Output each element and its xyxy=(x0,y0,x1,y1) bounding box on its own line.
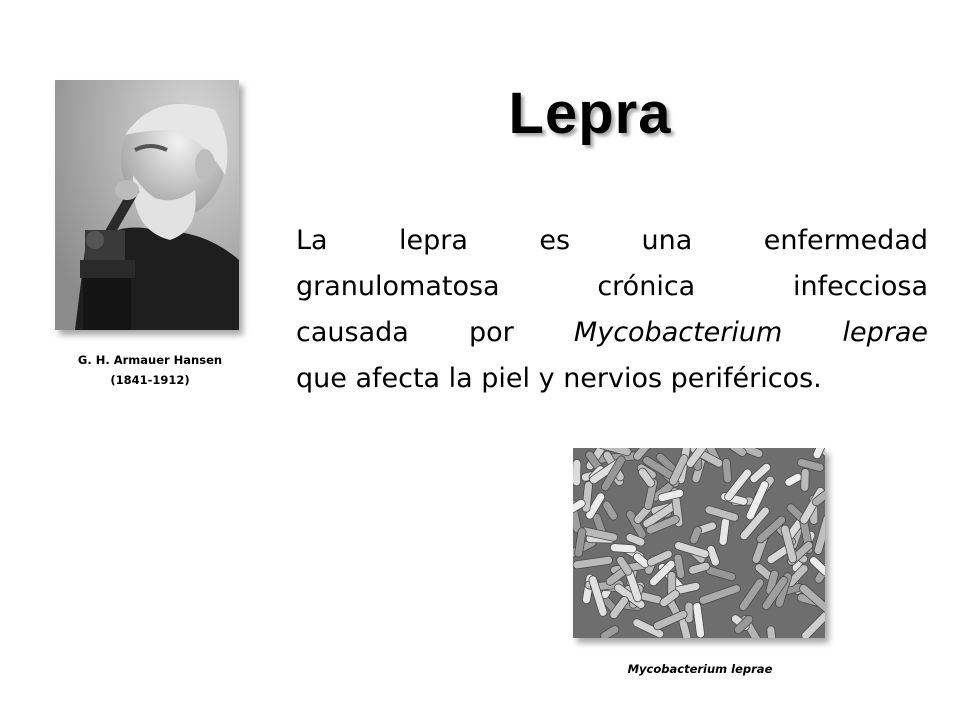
portrait-caption-name: G. H. Armauer Hansen xyxy=(77,353,223,367)
portrait-caption-years: (1841-1912) xyxy=(110,373,190,387)
portrait-caption xyxy=(30,350,270,390)
paragraph-species-name: Mycobacterium leprae xyxy=(573,317,928,348)
body-paragraph xyxy=(296,218,928,402)
paragraph-line: granulomatosa crónica infecciosa xyxy=(296,271,928,302)
slide-title: Lepra xyxy=(508,81,672,146)
paragraph-line: que afecta la piel y nervios periféricos. xyxy=(296,363,822,394)
paragraph-text: causada por xyxy=(296,317,574,348)
paragraph-line xyxy=(296,310,928,356)
micrograph-caption: Mycobacterium leprae xyxy=(627,662,773,676)
paragraph-line: La lepra es una enfermedad xyxy=(296,225,928,256)
portrait-photo xyxy=(55,80,239,330)
bacteria-micrograph xyxy=(573,448,825,638)
